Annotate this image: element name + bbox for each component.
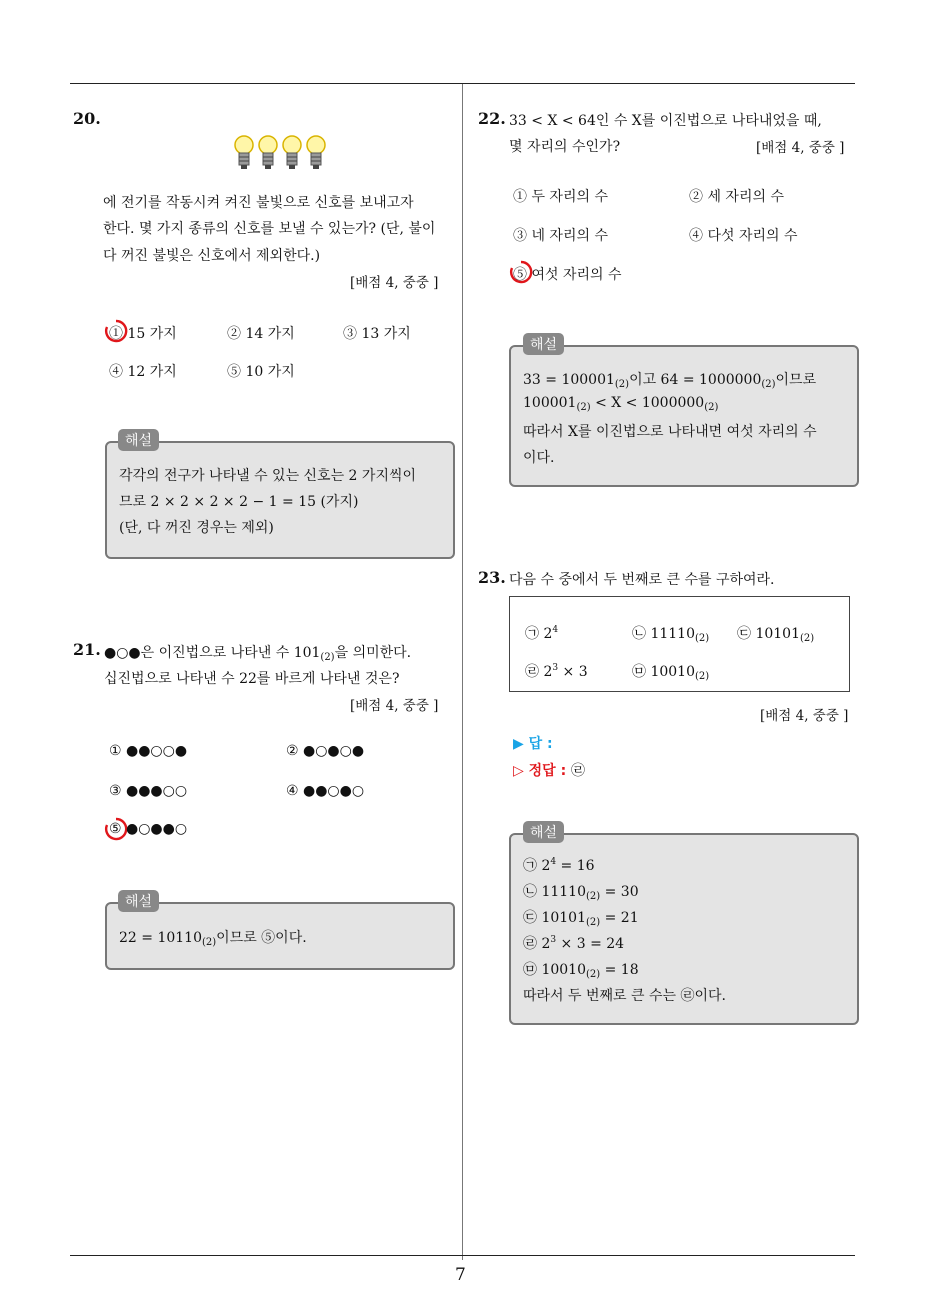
q22-explanation-tag: 해설 bbox=[523, 333, 564, 355]
q22-option-5[interactable]: ⑤ 여섯 자리의 수 bbox=[513, 267, 622, 283]
q23-exp-line3 bbox=[523, 907, 639, 928]
q21-explanation-tag: 해설 bbox=[118, 890, 159, 912]
q23-exp-line6: 따라서 두 번째로 큰 수는 ㉣이다. bbox=[523, 988, 726, 1004]
q21-exp-line1 bbox=[119, 927, 307, 948]
q20-option-4[interactable]: ④ 12 가지 bbox=[109, 364, 177, 380]
q21-text-line1-b: 을 의미한다. bbox=[334, 645, 412, 661]
q22-exp-line1 bbox=[523, 369, 816, 390]
q20-option-5[interactable]: ⑤ 10 가지 bbox=[227, 364, 295, 380]
q22-exp-line1-c: 이므로 bbox=[775, 372, 817, 388]
q23-correct-label: ▷ 정답 : bbox=[513, 763, 567, 779]
q22-text-line1: 33 < X < 64인 수 X를 이진법으로 나타내었을 때, bbox=[509, 113, 822, 129]
q20-text-line1: 에 전기를 작동시켜 켜진 불빛으로 신호를 보내고자 bbox=[103, 195, 414, 211]
q21-text-line1-sub: (2) bbox=[320, 652, 335, 663]
q23-explanation-tag: 해설 bbox=[523, 821, 564, 843]
q21-option-5[interactable]: ⑤ ●○●●○ bbox=[109, 821, 188, 837]
q23-choice-5-sub: (2) bbox=[695, 671, 710, 682]
q22-exp-line2 bbox=[523, 395, 718, 413]
q23-exp-line2 bbox=[523, 881, 639, 902]
q23-choice-1 bbox=[525, 623, 558, 643]
q23-choice-1-sup: 4 bbox=[552, 625, 559, 635]
q21-text-line2: 십진법으로 나타낸 수 22를 바르게 나타낸 것은? bbox=[104, 671, 400, 687]
q22-option-1[interactable]: ① 두 자리의 수 bbox=[513, 189, 608, 205]
q23-explanation-box bbox=[509, 833, 859, 1025]
q20-number: 20. bbox=[73, 109, 101, 128]
q22-exp-line2-a: 100001 bbox=[523, 395, 577, 411]
q20-explanation-tag: 해설 bbox=[118, 429, 159, 451]
q23-correct-value: ㉣ bbox=[571, 763, 586, 779]
column-divider bbox=[462, 84, 463, 1260]
q21-score: [배점 4, 중중 ] bbox=[350, 698, 439, 714]
q23-choice-5-text: ㉤ 10010 bbox=[632, 664, 695, 680]
q23-score: [배점 4, 중중 ] bbox=[760, 708, 849, 724]
q22-exp-line3: 따라서 X를 이진법으로 나타내면 여섯 자리의 수 bbox=[523, 424, 817, 440]
q20-exp-line3: (단, 다 꺼진 경우는 제외) bbox=[119, 520, 274, 536]
q21-exp-line1-sub: (2) bbox=[201, 937, 217, 948]
q23-choice-3 bbox=[737, 623, 814, 644]
q21-option-4[interactable]: ④ ●●○●○ bbox=[286, 783, 365, 799]
q23-exp-line5-a: ㉤ 10010 bbox=[523, 962, 586, 978]
q23-exp-line4-a: ㉣ 2 bbox=[523, 936, 551, 952]
q23-text-line1: 다음 수 중에서 두 번째로 큰 수를 구하여라. bbox=[509, 572, 775, 588]
q23-exp-line4-sup: 3 bbox=[550, 935, 557, 945]
q22-option-3[interactable]: ③ 네 자리의 수 bbox=[513, 228, 608, 244]
q20-score: [배점 4, 중중 ] bbox=[350, 275, 439, 291]
q21-number: 21. bbox=[73, 640, 101, 659]
q23-choice-3-sub: (2) bbox=[800, 633, 815, 644]
q23-choice-2 bbox=[632, 623, 709, 644]
q21-explanation-box bbox=[105, 902, 455, 970]
q20-exp-line2: 므로 2 × 2 × 2 × 2 − 1 = 15 (가지) bbox=[119, 494, 359, 510]
q23-exp-line2-b: = 30 bbox=[600, 884, 639, 900]
q23-correct-answer bbox=[513, 760, 585, 780]
q22-score: [배점 4, 중중 ] bbox=[756, 140, 845, 156]
q23-choices-box bbox=[509, 596, 850, 692]
q22-option-4[interactable]: ④ 다섯 자리의 수 bbox=[689, 228, 798, 244]
q22-exp-line2-sub2: (2) bbox=[704, 402, 719, 413]
q23-answer-input-label[interactable]: ▶ 답 : bbox=[513, 736, 553, 752]
q22-exp-line1-b: 이고 64 = 1000000 bbox=[629, 372, 762, 388]
q20-text-line2: 한다. 몇 가지 종류의 신호를 보낼 수 있는가? (단, 불이 bbox=[103, 221, 436, 237]
q22-exp-line1-sub1: (2) bbox=[614, 379, 630, 390]
q21-option-1[interactable]: ① ●●○○● bbox=[109, 743, 188, 759]
q23-choice-2-sub: (2) bbox=[695, 633, 710, 644]
q20-option-1[interactable]: ① 15 가지 bbox=[109, 326, 177, 342]
q22-text-line2: 몇 자리의 수인가? bbox=[509, 139, 621, 155]
q23-exp-line3-a: ㉢ 10101 bbox=[523, 910, 586, 926]
q20-text-line3: 다 꺼진 불빛은 신호에서 제외한다.) bbox=[103, 248, 321, 264]
q22-exp-line1-a: 33 = 100001 bbox=[523, 372, 615, 388]
q22-exp-line2-sub1: (2) bbox=[576, 402, 591, 413]
q22-explanation-box bbox=[509, 345, 859, 487]
q23-exp-line3-sub: (2) bbox=[586, 917, 601, 928]
q23-choice-5 bbox=[632, 661, 709, 682]
q23-exp-line2-a: ㉡ 11110 bbox=[523, 884, 586, 900]
q20-option-3[interactable]: ③ 13 가지 bbox=[343, 326, 411, 342]
page-number: 7 bbox=[455, 1265, 466, 1285]
light-bulbs-image bbox=[232, 135, 328, 171]
q23-choice-4 bbox=[525, 661, 588, 681]
q23-choice-4-sup: 3 bbox=[552, 663, 559, 673]
q23-exp-line3-b: = 21 bbox=[600, 910, 639, 926]
bottom-rule bbox=[70, 1255, 855, 1256]
q23-exp-line5 bbox=[523, 959, 639, 980]
q23-exp-line1 bbox=[523, 855, 595, 875]
q22-option-2[interactable]: ② 세 자리의 수 bbox=[689, 189, 784, 205]
q22-number: 22. bbox=[478, 109, 506, 128]
q23-exp-line1-b: = 16 bbox=[556, 858, 595, 874]
q23-exp-line5-sub: (2) bbox=[586, 969, 601, 980]
q22-exp-line2-b: < X < 1000000 bbox=[590, 395, 705, 411]
q23-choice-4-text: ㉣ 2 bbox=[525, 664, 553, 680]
q21-option-3[interactable]: ③ ●●●○○ bbox=[109, 783, 188, 799]
q21-exp-line1-b: 이므로 ⑤이다. bbox=[216, 930, 307, 946]
q21-exp-line1-a: 22 = 10110 bbox=[119, 930, 202, 946]
q23-exp-line1-a: ㉠ 2 bbox=[523, 858, 551, 874]
q23-choice-2-text: ㉡ 11110 bbox=[632, 626, 695, 642]
q23-exp-line4-b: × 3 = 24 bbox=[556, 936, 625, 952]
q23-exp-line5-b: = 18 bbox=[600, 962, 639, 978]
q21-option-2[interactable]: ② ●○●○● bbox=[286, 743, 365, 759]
q22-exp-line1-sub2: (2) bbox=[761, 379, 776, 390]
q23-number: 23. bbox=[478, 568, 506, 587]
q23-exp-line1-sup: 4 bbox=[550, 857, 557, 867]
q20-explanation-box bbox=[105, 441, 455, 559]
q21-text-line1 bbox=[104, 642, 411, 663]
q23-choice-3-text: ㉢ 10101 bbox=[737, 626, 800, 642]
q23-choice-1-text: ㉠ 2 bbox=[525, 626, 553, 642]
q21-text-line1-a: ●○●은 이진법으로 나타낸 수 101 bbox=[104, 645, 321, 661]
q20-option-2[interactable]: ② 14 가지 bbox=[227, 326, 295, 342]
q23-choice-4-tail: × 3 bbox=[558, 664, 588, 680]
q20-exp-line1: 각각의 전구가 나타낼 수 있는 신호는 2 가지씩이 bbox=[119, 468, 417, 484]
q23-exp-line4 bbox=[523, 933, 624, 953]
q22-exp-line4: 이다. bbox=[523, 450, 555, 466]
q23-exp-line2-sub: (2) bbox=[586, 891, 601, 902]
